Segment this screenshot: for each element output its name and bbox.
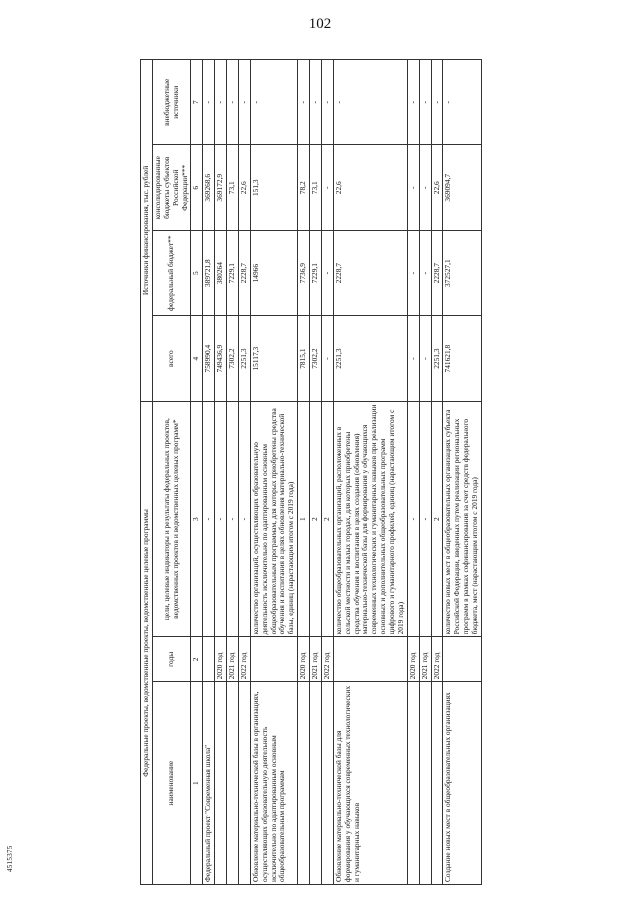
row-regional: - [419, 145, 431, 230]
row-federal: 372527,1 [443, 230, 482, 315]
row-year: 2020 год [298, 637, 310, 682]
header-col-number: 2 [191, 637, 203, 682]
row-year: 2020 год [215, 637, 227, 682]
row-federal: 2228,7 [238, 230, 250, 315]
header-col-number: 6 [191, 145, 203, 230]
table-row [431, 60, 443, 885]
row-regional: 73,1 [310, 145, 322, 230]
table-row [250, 60, 297, 885]
row-indicator: количество новых мест в общеобразовательных организациях субъекта Российской Федерации, введенных путем реализации региональных программ в рамках софинансирования за счет средств федерального бюджета, мест (нарастающим итогом с 2019 года) [443, 401, 482, 637]
row-off-budget: - [443, 60, 482, 146]
row-indicator: - [238, 401, 250, 637]
row-year [203, 637, 215, 682]
row-name [407, 682, 419, 885]
table-row [310, 60, 322, 885]
row-total: - [407, 316, 419, 401]
table-row [227, 60, 239, 885]
header-col-number: 3 [191, 401, 203, 637]
table-row [298, 60, 310, 885]
row-regional: 22,6 [431, 145, 443, 230]
row-total: 749436,9 [215, 316, 227, 401]
row-federal: 2228,7 [431, 230, 443, 315]
row-off-budget: - [321, 60, 333, 146]
table-row [203, 60, 215, 885]
row-name [321, 682, 333, 885]
row-year [333, 637, 407, 682]
row-indicator: - [215, 401, 227, 637]
row-year [250, 637, 297, 682]
row-regional: 369268,6 [203, 145, 215, 230]
row-regional: 73,1 [227, 145, 239, 230]
row-total: 7815,1 [298, 316, 310, 401]
row-year: 2020 год [407, 637, 419, 682]
row-off-budget: - [431, 60, 443, 146]
header-projects: Федеральные проекты, ведомственные проекты, ведомственные целевые программы [141, 401, 153, 884]
row-year: 2021 год [227, 637, 239, 682]
row-indicator: - [227, 401, 239, 637]
row-off-budget: - [215, 60, 227, 146]
row-regional: 369172,9 [215, 145, 227, 230]
row-total: 2251,3 [431, 316, 443, 401]
row-name [310, 682, 322, 885]
row-federal: - [321, 230, 333, 315]
row-off-budget: - [333, 60, 407, 146]
row-total: 758990,4 [203, 316, 215, 401]
row-off-budget: - [419, 60, 431, 146]
row-regional: 78,2 [298, 145, 310, 230]
table-row [238, 60, 250, 885]
row-indicator: - [203, 401, 215, 637]
row-federal: 7229,1 [310, 230, 322, 315]
row-off-budget: - [298, 60, 310, 146]
row-federal: 14966 [250, 230, 297, 315]
header-indicators: цели, целевые индикаторы и результаты федеральных проектов, ведомственных проектов и ведомственных целевых программ* [152, 401, 191, 637]
row-indicator: 2 [321, 401, 333, 637]
table-row [215, 60, 227, 885]
row-regional: 22,6 [238, 145, 250, 230]
header-col-number: 5 [191, 230, 203, 315]
row-federal: 7736,9 [298, 230, 310, 315]
table-row [419, 60, 431, 885]
header-col-number: 1 [191, 682, 203, 885]
row-year [443, 637, 482, 682]
row-regional: 151,3 [250, 145, 297, 230]
header-total: всего [152, 316, 191, 401]
row-off-budget: - [238, 60, 250, 146]
row-total: 2251,3 [333, 316, 407, 401]
header-col-number: 4 [191, 316, 203, 401]
header-name: наименование [152, 682, 191, 885]
row-off-budget: - [250, 60, 297, 146]
row-regional: 22,6 [333, 145, 407, 230]
header-col-number: 7 [191, 60, 203, 146]
row-year: 2021 год [419, 637, 431, 682]
row-name [227, 682, 239, 885]
row-name: Создание новых мест в общеобразовательных организациях [443, 682, 482, 885]
document-code: 4515375 [6, 845, 14, 872]
header-off-budget: внебюджетные источники [152, 60, 191, 146]
row-name [215, 682, 227, 885]
row-total: - [419, 316, 431, 401]
header-regional-budgets: консолидированные бюджеты субъектов Российской Федерации*** [152, 145, 191, 230]
row-federal: 389721,8 [203, 230, 215, 315]
row-total: 741621,8 [443, 316, 482, 401]
row-indicator: - [419, 401, 431, 637]
row-off-budget: - [227, 60, 239, 146]
table-body [203, 60, 482, 885]
row-off-budget: - [407, 60, 419, 146]
header-years: годы [152, 637, 191, 682]
row-total: 15117,3 [250, 316, 297, 401]
row-regional: - [407, 145, 419, 230]
row-indicator: - [407, 401, 419, 637]
row-total: 2251,3 [238, 316, 250, 401]
row-indicator: 1 [298, 401, 310, 637]
row-indicator: количество организаций, осуществляющих образовательную деятельность исключительно по адаптированным основным общеобразовательным программам, для которых приобретены средства обучения и воспитания в целях обновления материально-технической базы, единиц (нарастающим итогом с 2019 года) [250, 401, 297, 637]
page-number: 102 [308, 16, 332, 32]
row-regional: - [321, 145, 333, 230]
table-row [407, 60, 419, 885]
row-name: Обновление материально-технической базы в организациях, осуществляющих образовательную деятельность исключительно по адаптированным основным общеобразовательным программам [250, 682, 297, 885]
row-total: 7302,2 [227, 316, 239, 401]
table-row [321, 60, 333, 885]
table-row [443, 60, 482, 885]
rotated-table-area [140, 59, 635, 885]
row-name: Федеральный проект "Современная школа" [203, 682, 215, 885]
table-row [333, 60, 407, 885]
row-year: 2022 год [321, 637, 333, 682]
row-off-budget: - [203, 60, 215, 146]
header-federal-budget: федеральный бюджет** [152, 230, 191, 315]
row-indicator: 2 [431, 401, 443, 637]
row-indicator: количество общеобразовательных организаций, расположенных в сельской местности и малых городах, для которых приобретены средства обучения и воспитания в целях создания (обновления) материально-технической базы для формирования у обучающихся современных технологических и гуманитарных навыков при реализации основных и дополнительных общеобразовательных программ цифрового и гуманитарного профилей, единиц (нарастающим итогом с 2019 года) [333, 401, 407, 637]
row-federal: 2228,7 [333, 230, 407, 315]
row-federal: - [419, 230, 431, 315]
row-regional: 369094,7 [443, 145, 482, 230]
row-total: - [321, 316, 333, 401]
financing-table [140, 59, 482, 885]
row-federal: 380264 [215, 230, 227, 315]
row-name [298, 682, 310, 885]
row-name [431, 682, 443, 885]
row-name [419, 682, 431, 885]
row-name [238, 682, 250, 885]
row-federal: 7229,1 [227, 230, 239, 315]
row-year: 2021 год [310, 637, 322, 682]
row-federal: - [407, 230, 419, 315]
row-off-budget: - [310, 60, 322, 146]
row-year: 2022 год [431, 637, 443, 682]
row-year: 2022 год [238, 637, 250, 682]
row-indicator: 2 [310, 401, 322, 637]
header-financing-sources: Источники финансирования, тыс. рублей [141, 60, 153, 402]
row-name: Обновление материально-технической базы для формирования у обучающихся современных технологических и гуманитарных навыков [333, 682, 407, 885]
row-total: 7302,2 [310, 316, 322, 401]
